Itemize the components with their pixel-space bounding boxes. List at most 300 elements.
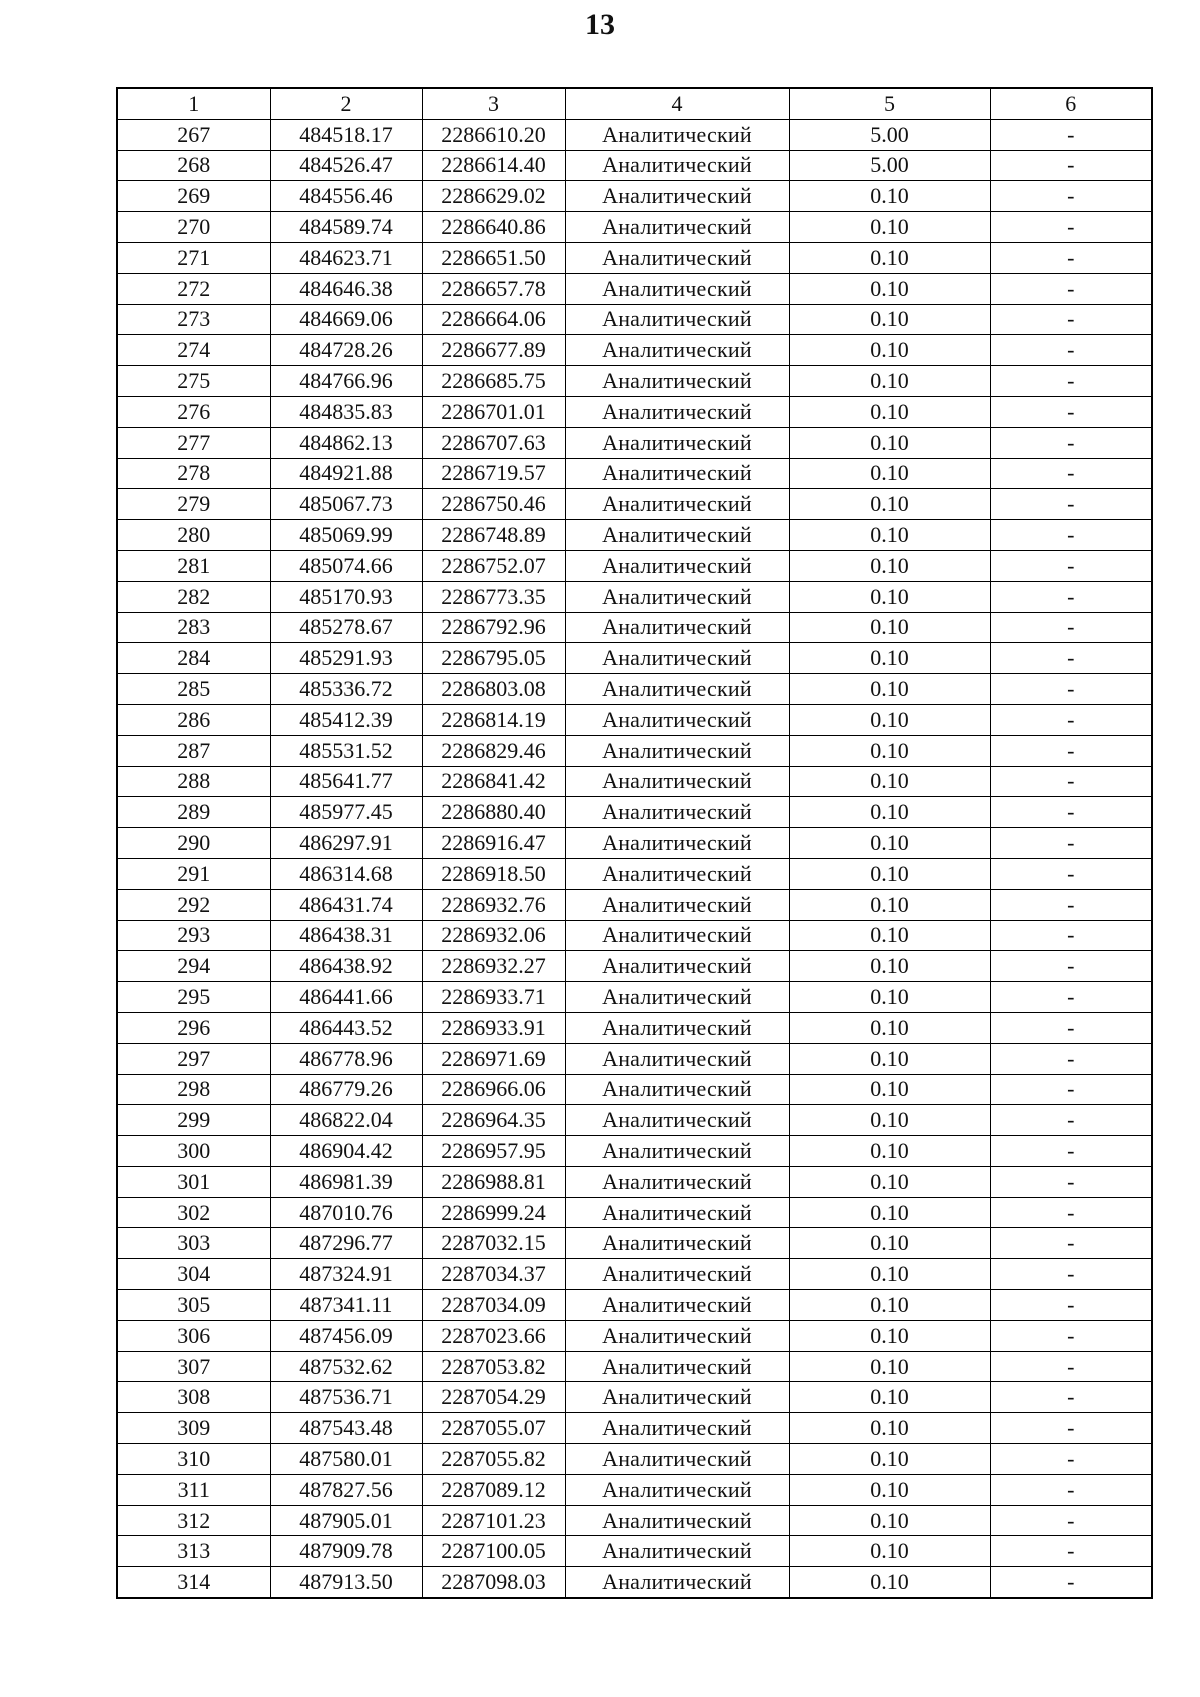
cell-y-coordinate: 2286640.86 xyxy=(422,212,565,243)
cell-x-coordinate: 485074.66 xyxy=(270,550,422,581)
cell-point-number: 270 xyxy=(117,212,270,243)
cell-point-number: 292 xyxy=(117,889,270,920)
cell-x-coordinate: 484646.38 xyxy=(270,273,422,304)
cell-x-coordinate: 485641.77 xyxy=(270,766,422,797)
cell-note: - xyxy=(990,1074,1152,1105)
cell-x-coordinate: 487909.78 xyxy=(270,1536,422,1567)
cell-note: - xyxy=(990,1505,1152,1536)
cell-accuracy: 0.10 xyxy=(789,1259,990,1290)
table-row xyxy=(117,1228,1152,1259)
cell-point-number: 275 xyxy=(117,366,270,397)
cell-point-number: 281 xyxy=(117,550,270,581)
cell-method: Аналитический xyxy=(565,612,789,643)
cell-x-coordinate: 487324.91 xyxy=(270,1259,422,1290)
cell-x-coordinate: 485069.99 xyxy=(270,520,422,551)
table-row xyxy=(117,1567,1152,1598)
cell-y-coordinate: 2286629.02 xyxy=(422,181,565,212)
cell-accuracy: 0.10 xyxy=(789,181,990,212)
cell-accuracy: 0.10 xyxy=(789,982,990,1013)
cell-note: - xyxy=(990,735,1152,766)
cell-accuracy: 0.10 xyxy=(789,828,990,859)
cell-x-coordinate: 484589.74 xyxy=(270,212,422,243)
cell-x-coordinate: 487456.09 xyxy=(270,1320,422,1351)
cell-note: - xyxy=(990,766,1152,797)
cell-method: Аналитический xyxy=(565,1228,789,1259)
cell-x-coordinate: 487913.50 xyxy=(270,1567,422,1598)
cell-note: - xyxy=(990,427,1152,458)
cell-x-coordinate: 486438.92 xyxy=(270,951,422,982)
cell-y-coordinate: 2286795.05 xyxy=(422,643,565,674)
cell-accuracy: 0.10 xyxy=(789,1382,990,1413)
cell-point-number: 309 xyxy=(117,1413,270,1444)
cell-note: - xyxy=(990,704,1152,735)
cell-y-coordinate: 2286966.06 xyxy=(422,1074,565,1105)
cell-y-coordinate: 2286651.50 xyxy=(422,242,565,273)
cell-note: - xyxy=(990,396,1152,427)
cell-point-number: 278 xyxy=(117,458,270,489)
cell-x-coordinate: 487536.71 xyxy=(270,1382,422,1413)
cell-y-coordinate: 2286664.06 xyxy=(422,304,565,335)
cell-x-coordinate: 484556.46 xyxy=(270,181,422,212)
cell-x-coordinate: 484518.17 xyxy=(270,119,422,150)
cell-note: - xyxy=(990,1351,1152,1382)
cell-point-number: 284 xyxy=(117,643,270,674)
cell-y-coordinate: 2287098.03 xyxy=(422,1567,565,1598)
cell-note: - xyxy=(990,1474,1152,1505)
cell-y-coordinate: 2286773.35 xyxy=(422,581,565,612)
cell-x-coordinate: 487296.77 xyxy=(270,1228,422,1259)
cell-point-number: 279 xyxy=(117,489,270,520)
cell-point-number: 282 xyxy=(117,581,270,612)
cell-accuracy: 0.10 xyxy=(789,1320,990,1351)
cell-method: Аналитический xyxy=(565,550,789,581)
cell-y-coordinate: 2286933.91 xyxy=(422,1012,565,1043)
cell-x-coordinate: 484728.26 xyxy=(270,335,422,366)
cell-accuracy: 0.10 xyxy=(789,1474,990,1505)
cell-y-coordinate: 2286964.35 xyxy=(422,1105,565,1136)
cell-point-number: 294 xyxy=(117,951,270,982)
table-row xyxy=(117,335,1152,366)
table-row xyxy=(117,1505,1152,1536)
cell-method: Аналитический xyxy=(565,1074,789,1105)
cell-point-number: 273 xyxy=(117,304,270,335)
cell-note: - xyxy=(990,797,1152,828)
cell-method: Аналитический xyxy=(565,119,789,150)
cell-point-number: 303 xyxy=(117,1228,270,1259)
cell-method: Аналитический xyxy=(565,1505,789,1536)
cell-y-coordinate: 2287101.23 xyxy=(422,1505,565,1536)
cell-point-number: 287 xyxy=(117,735,270,766)
cell-y-coordinate: 2287055.82 xyxy=(422,1444,565,1475)
cell-note: - xyxy=(990,119,1152,150)
cell-method: Аналитический xyxy=(565,1320,789,1351)
cell-x-coordinate: 487341.11 xyxy=(270,1290,422,1321)
column-header: 5 xyxy=(789,88,990,119)
cell-note: - xyxy=(990,581,1152,612)
table-row xyxy=(117,1166,1152,1197)
table-row xyxy=(117,1259,1152,1290)
cell-method: Аналитический xyxy=(565,489,789,520)
cell-note: - xyxy=(990,304,1152,335)
table-row xyxy=(117,273,1152,304)
cell-method: Аналитический xyxy=(565,951,789,982)
table-row xyxy=(117,304,1152,335)
cell-accuracy: 0.10 xyxy=(789,1166,990,1197)
cell-y-coordinate: 2287023.66 xyxy=(422,1320,565,1351)
cell-x-coordinate: 486441.66 xyxy=(270,982,422,1013)
cell-point-number: 301 xyxy=(117,1166,270,1197)
table-row xyxy=(117,889,1152,920)
cell-x-coordinate: 485170.93 xyxy=(270,581,422,612)
cell-note: - xyxy=(990,858,1152,889)
cell-accuracy: 0.10 xyxy=(789,1197,990,1228)
cell-x-coordinate: 486297.91 xyxy=(270,828,422,859)
cell-method: Аналитический xyxy=(565,273,789,304)
table-row xyxy=(117,828,1152,859)
cell-accuracy: 0.10 xyxy=(789,1413,990,1444)
table-row xyxy=(117,366,1152,397)
table-row xyxy=(117,982,1152,1013)
cell-method: Аналитический xyxy=(565,797,789,828)
cell-accuracy: 0.10 xyxy=(789,1012,990,1043)
cell-point-number: 269 xyxy=(117,181,270,212)
cell-accuracy: 0.10 xyxy=(789,1351,990,1382)
cell-accuracy: 0.10 xyxy=(789,1444,990,1475)
cell-note: - xyxy=(990,1413,1152,1444)
cell-point-number: 300 xyxy=(117,1136,270,1167)
cell-point-number: 267 xyxy=(117,119,270,150)
cell-accuracy: 0.10 xyxy=(789,242,990,273)
cell-point-number: 307 xyxy=(117,1351,270,1382)
cell-x-coordinate: 487905.01 xyxy=(270,1505,422,1536)
cell-method: Аналитический xyxy=(565,1012,789,1043)
cell-method: Аналитический xyxy=(565,396,789,427)
table-row xyxy=(117,612,1152,643)
cell-point-number: 302 xyxy=(117,1197,270,1228)
cell-y-coordinate: 2286748.89 xyxy=(422,520,565,551)
table-row xyxy=(117,119,1152,150)
table-row xyxy=(117,581,1152,612)
cell-method: Аналитический xyxy=(565,1043,789,1074)
cell-method: Аналитический xyxy=(565,304,789,335)
cell-accuracy: 0.10 xyxy=(789,735,990,766)
cell-method: Аналитический xyxy=(565,674,789,705)
cell-method: Аналитический xyxy=(565,242,789,273)
cell-x-coordinate: 484526.47 xyxy=(270,150,422,181)
column-header: 1 xyxy=(117,88,270,119)
table-row xyxy=(117,1413,1152,1444)
cell-note: - xyxy=(990,335,1152,366)
cell-x-coordinate: 486443.52 xyxy=(270,1012,422,1043)
cell-note: - xyxy=(990,612,1152,643)
cell-method: Аналитический xyxy=(565,1166,789,1197)
table-row xyxy=(117,735,1152,766)
cell-method: Аналитический xyxy=(565,704,789,735)
cell-note: - xyxy=(990,1536,1152,1567)
cell-note: - xyxy=(990,643,1152,674)
cell-x-coordinate: 484921.88 xyxy=(270,458,422,489)
cell-method: Аналитический xyxy=(565,581,789,612)
cell-note: - xyxy=(990,150,1152,181)
table-row xyxy=(117,1290,1152,1321)
cell-note: - xyxy=(990,242,1152,273)
cell-y-coordinate: 2286792.96 xyxy=(422,612,565,643)
table-row xyxy=(117,797,1152,828)
page-number: 13 xyxy=(585,8,615,41)
cell-method: Аналитический xyxy=(565,427,789,458)
table-row xyxy=(117,427,1152,458)
table-row xyxy=(117,674,1152,705)
cell-accuracy: 0.10 xyxy=(789,489,990,520)
cell-note: - xyxy=(990,1444,1152,1475)
cell-x-coordinate: 487532.62 xyxy=(270,1351,422,1382)
cell-note: - xyxy=(990,550,1152,581)
cell-note: - xyxy=(990,212,1152,243)
cell-point-number: 298 xyxy=(117,1074,270,1105)
cell-note: - xyxy=(990,828,1152,859)
table-row xyxy=(117,920,1152,951)
table-row xyxy=(117,242,1152,273)
cell-accuracy: 0.10 xyxy=(789,1136,990,1167)
cell-note: - xyxy=(990,1166,1152,1197)
cell-y-coordinate: 2286803.08 xyxy=(422,674,565,705)
table-row xyxy=(117,1351,1152,1382)
cell-y-coordinate: 2287032.15 xyxy=(422,1228,565,1259)
cell-point-number: 310 xyxy=(117,1444,270,1475)
cell-x-coordinate: 485977.45 xyxy=(270,797,422,828)
cell-point-number: 290 xyxy=(117,828,270,859)
cell-note: - xyxy=(990,181,1152,212)
cell-method: Аналитический xyxy=(565,766,789,797)
cell-accuracy: 0.10 xyxy=(789,1290,990,1321)
cell-note: - xyxy=(990,1197,1152,1228)
cell-accuracy: 0.10 xyxy=(789,1074,990,1105)
cell-x-coordinate: 485412.39 xyxy=(270,704,422,735)
cell-accuracy: 0.10 xyxy=(789,1043,990,1074)
cell-y-coordinate: 2286657.78 xyxy=(422,273,565,304)
cell-x-coordinate: 485067.73 xyxy=(270,489,422,520)
table-row xyxy=(117,489,1152,520)
cell-method: Аналитический xyxy=(565,520,789,551)
cell-note: - xyxy=(990,273,1152,304)
table-row xyxy=(117,766,1152,797)
cell-point-number: 304 xyxy=(117,1259,270,1290)
cell-y-coordinate: 2286933.71 xyxy=(422,982,565,1013)
table-row xyxy=(117,1136,1152,1167)
cell-method: Аналитический xyxy=(565,181,789,212)
cell-method: Аналитический xyxy=(565,1567,789,1598)
cell-y-coordinate: 2286614.40 xyxy=(422,150,565,181)
cell-point-number: 285 xyxy=(117,674,270,705)
table-row xyxy=(117,643,1152,674)
cell-method: Аналитический xyxy=(565,1259,789,1290)
cell-point-number: 306 xyxy=(117,1320,270,1351)
cell-method: Аналитический xyxy=(565,858,789,889)
cell-accuracy: 0.10 xyxy=(789,674,990,705)
table-row xyxy=(117,704,1152,735)
cell-accuracy: 0.10 xyxy=(789,1228,990,1259)
cell-method: Аналитический xyxy=(565,982,789,1013)
cell-point-number: 276 xyxy=(117,396,270,427)
cell-x-coordinate: 484766.96 xyxy=(270,366,422,397)
cell-note: - xyxy=(990,1382,1152,1413)
cell-point-number: 277 xyxy=(117,427,270,458)
column-header: 6 xyxy=(990,88,1152,119)
column-header: 2 xyxy=(270,88,422,119)
cell-point-number: 313 xyxy=(117,1536,270,1567)
table-row xyxy=(117,1536,1152,1567)
table-row xyxy=(117,1074,1152,1105)
cell-x-coordinate: 486438.31 xyxy=(270,920,422,951)
table-row xyxy=(117,1382,1152,1413)
cell-x-coordinate: 484623.71 xyxy=(270,242,422,273)
table-row xyxy=(117,396,1152,427)
cell-point-number: 293 xyxy=(117,920,270,951)
table-row xyxy=(117,1197,1152,1228)
cell-x-coordinate: 484835.83 xyxy=(270,396,422,427)
cell-point-number: 308 xyxy=(117,1382,270,1413)
table-body xyxy=(117,119,1152,1598)
table-row xyxy=(117,550,1152,581)
cell-accuracy: 0.10 xyxy=(789,704,990,735)
cell-method: Аналитический xyxy=(565,366,789,397)
cell-accuracy: 5.00 xyxy=(789,119,990,150)
cell-note: - xyxy=(990,982,1152,1013)
cell-accuracy: 5.00 xyxy=(789,150,990,181)
table-row xyxy=(117,1320,1152,1351)
table-row xyxy=(117,1105,1152,1136)
cell-x-coordinate: 486431.74 xyxy=(270,889,422,920)
table-row xyxy=(117,1043,1152,1074)
cell-x-coordinate: 485531.52 xyxy=(270,735,422,766)
cell-note: - xyxy=(990,1259,1152,1290)
cell-x-coordinate: 486822.04 xyxy=(270,1105,422,1136)
cell-y-coordinate: 2286880.40 xyxy=(422,797,565,828)
table-row xyxy=(117,181,1152,212)
cell-method: Аналитический xyxy=(565,735,789,766)
cell-point-number: 295 xyxy=(117,982,270,1013)
cell-y-coordinate: 2286750.46 xyxy=(422,489,565,520)
table-row xyxy=(117,212,1152,243)
cell-accuracy: 0.10 xyxy=(789,212,990,243)
cell-x-coordinate: 487543.48 xyxy=(270,1413,422,1444)
cell-accuracy: 0.10 xyxy=(789,1505,990,1536)
table-row xyxy=(117,858,1152,889)
cell-y-coordinate: 2286932.76 xyxy=(422,889,565,920)
cell-y-coordinate: 2286918.50 xyxy=(422,858,565,889)
cell-accuracy: 0.10 xyxy=(789,304,990,335)
cell-accuracy: 0.10 xyxy=(789,273,990,304)
cell-y-coordinate: 2286916.47 xyxy=(422,828,565,859)
table-row xyxy=(117,1012,1152,1043)
cell-point-number: 283 xyxy=(117,612,270,643)
cell-x-coordinate: 485278.67 xyxy=(270,612,422,643)
cell-note: - xyxy=(990,1043,1152,1074)
cell-x-coordinate: 487827.56 xyxy=(270,1474,422,1505)
cell-accuracy: 0.10 xyxy=(789,427,990,458)
cell-method: Аналитический xyxy=(565,1105,789,1136)
cell-y-coordinate: 2287100.05 xyxy=(422,1536,565,1567)
cell-y-coordinate: 2286677.89 xyxy=(422,335,565,366)
cell-y-coordinate: 2286999.24 xyxy=(422,1197,565,1228)
cell-x-coordinate: 487580.01 xyxy=(270,1444,422,1475)
cell-note: - xyxy=(990,951,1152,982)
cell-point-number: 305 xyxy=(117,1290,270,1321)
cell-point-number: 314 xyxy=(117,1567,270,1598)
cell-method: Аналитический xyxy=(565,1474,789,1505)
cell-point-number: 271 xyxy=(117,242,270,273)
cell-y-coordinate: 2286829.46 xyxy=(422,735,565,766)
column-header: 3 xyxy=(422,88,565,119)
cell-y-coordinate: 2286971.69 xyxy=(422,1043,565,1074)
cell-point-number: 311 xyxy=(117,1474,270,1505)
cell-y-coordinate: 2286988.81 xyxy=(422,1166,565,1197)
cell-y-coordinate: 2287034.09 xyxy=(422,1290,565,1321)
cell-y-coordinate: 2286932.27 xyxy=(422,951,565,982)
cell-accuracy: 0.10 xyxy=(789,458,990,489)
cell-y-coordinate: 2286932.06 xyxy=(422,920,565,951)
coordinates-table xyxy=(116,87,1153,1599)
cell-point-number: 296 xyxy=(117,1012,270,1043)
cell-accuracy: 0.10 xyxy=(789,520,990,551)
cell-point-number: 297 xyxy=(117,1043,270,1074)
cell-x-coordinate: 486778.96 xyxy=(270,1043,422,1074)
cell-method: Аналитический xyxy=(565,1351,789,1382)
cell-y-coordinate: 2286752.07 xyxy=(422,550,565,581)
cell-method: Аналитический xyxy=(565,212,789,243)
cell-x-coordinate: 487010.76 xyxy=(270,1197,422,1228)
cell-note: - xyxy=(990,1567,1152,1598)
cell-accuracy: 0.10 xyxy=(789,889,990,920)
cell-accuracy: 0.10 xyxy=(789,951,990,982)
table-row xyxy=(117,1444,1152,1475)
cell-x-coordinate: 486904.42 xyxy=(270,1136,422,1167)
cell-point-number: 291 xyxy=(117,858,270,889)
cell-method: Аналитический xyxy=(565,1444,789,1475)
cell-x-coordinate: 485336.72 xyxy=(270,674,422,705)
cell-y-coordinate: 2286707.63 xyxy=(422,427,565,458)
cell-accuracy: 0.10 xyxy=(789,1536,990,1567)
cell-point-number: 280 xyxy=(117,520,270,551)
cell-x-coordinate: 485291.93 xyxy=(270,643,422,674)
cell-method: Аналитический xyxy=(565,335,789,366)
column-header: 4 xyxy=(565,88,789,119)
cell-note: - xyxy=(990,458,1152,489)
cell-point-number: 299 xyxy=(117,1105,270,1136)
table-row xyxy=(117,458,1152,489)
cell-point-number: 312 xyxy=(117,1505,270,1536)
cell-y-coordinate: 2287055.07 xyxy=(422,1413,565,1444)
cell-note: - xyxy=(990,1228,1152,1259)
cell-method: Аналитический xyxy=(565,889,789,920)
cell-method: Аналитический xyxy=(565,458,789,489)
cell-note: - xyxy=(990,1012,1152,1043)
cell-note: - xyxy=(990,366,1152,397)
cell-method: Аналитический xyxy=(565,1290,789,1321)
cell-accuracy: 0.10 xyxy=(789,1105,990,1136)
cell-x-coordinate: 486779.26 xyxy=(270,1074,422,1105)
cell-accuracy: 0.10 xyxy=(789,643,990,674)
cell-accuracy: 0.10 xyxy=(789,766,990,797)
cell-x-coordinate: 486981.39 xyxy=(270,1166,422,1197)
cell-accuracy: 0.10 xyxy=(789,335,990,366)
cell-accuracy: 0.10 xyxy=(789,396,990,427)
cell-accuracy: 0.10 xyxy=(789,858,990,889)
cell-point-number: 274 xyxy=(117,335,270,366)
cell-note: - xyxy=(990,1290,1152,1321)
table-row xyxy=(117,150,1152,181)
cell-method: Аналитический xyxy=(565,920,789,951)
